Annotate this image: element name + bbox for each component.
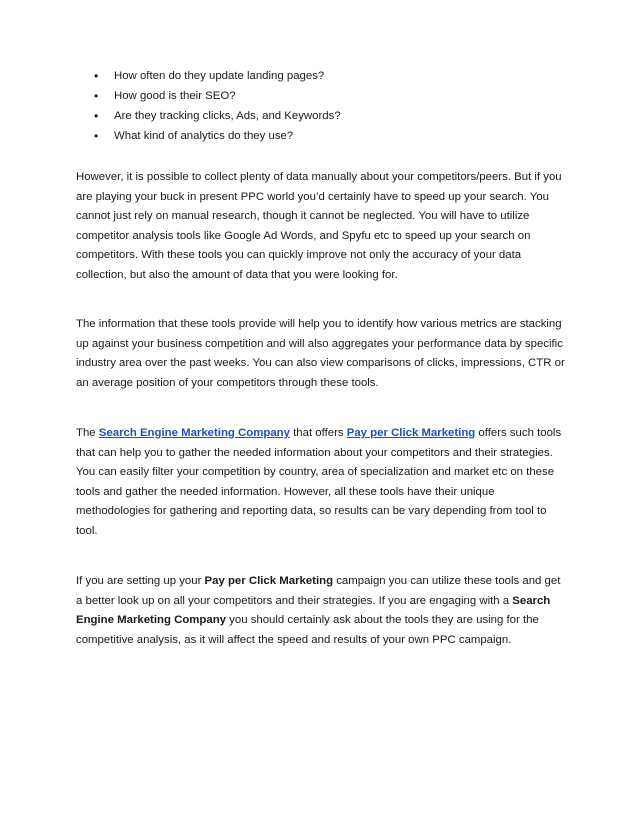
list-item-text: How good is their SEO?: [114, 90, 236, 102]
list-item: [94, 66, 566, 86]
list-item-text: What kind of analytics do they use?: [114, 130, 294, 142]
list-item: [94, 106, 566, 126]
paragraph-sem-company: [76, 424, 566, 541]
bullet-list: [94, 66, 566, 146]
paragraph-ppc-campaign: [76, 572, 566, 650]
bullet-icon: •: [94, 69, 99, 83]
bold-term: Pay per Click Marketing: [204, 575, 334, 587]
paragraph-text: you should certainly ask about the tools they are using for the competitive analysis, as it will affect the speed and results of your own PPC campaign.: [76, 614, 539, 646]
paragraph-text: that offers: [289, 427, 347, 439]
bullet-icon: •: [94, 109, 99, 123]
bold-term: Search Engine Marketing Company: [76, 594, 551, 626]
paragraph-metrics: The information that these tools provide will help you to identify how various metrics are stacking up against your business competition and will also aggregates your performance data by specific industry area over the past weeks. You can also view comparisons of clicks, impressions, CTR or an average position of your competitors through these tools.: [76, 318, 565, 389]
pay-per-click-link[interactable]: Pay per Click Marketing: [346, 427, 476, 439]
list-item: [94, 126, 566, 146]
paragraph-text: campaign you can utilize these tools and get a better look up on all your competitors and their strategies. If you are engaging with a: [76, 575, 561, 607]
search-engine-marketing-link[interactable]: Search Engine Marketing Company: [98, 427, 290, 439]
list-item-text: Are they tracking clicks, Ads, and Keywords?: [114, 110, 341, 122]
list-item: [94, 86, 566, 106]
paragraph-text: offers such tools that can help you to gather the needed information about your competitors and their strategies. You can easily filter your competition by country, area of specialization and market etc on these tools and gather the needed information. However, all these tools have their unique methodologies for gathering and reporting data, so results can be vary depending from tool to tool.: [76, 427, 562, 537]
paragraph-text: If you are setting up your: [76, 575, 205, 587]
paragraph-text: The: [76, 427, 99, 439]
bullet-icon: •: [94, 89, 99, 103]
paragraph-competitor-tools: However, it is possible to collect plenty of data manually about your competitors/peers. But if you are playing your buck in present PPC world you’d certainly have to speed up your search. You cannot just rely on manual research, though it cannot be neglected. You will have to utilize competitor analysis tools like Google Ad Words, and Spyfu etc to speed up your search on competitors. With these tools you can quickly improve not only the accuracy of your data collection, but also the amount of data that you were looking for.: [76, 171, 562, 281]
list-item-text: How often do they update landing pages?: [114, 70, 325, 82]
bullet-icon: •: [94, 129, 99, 143]
